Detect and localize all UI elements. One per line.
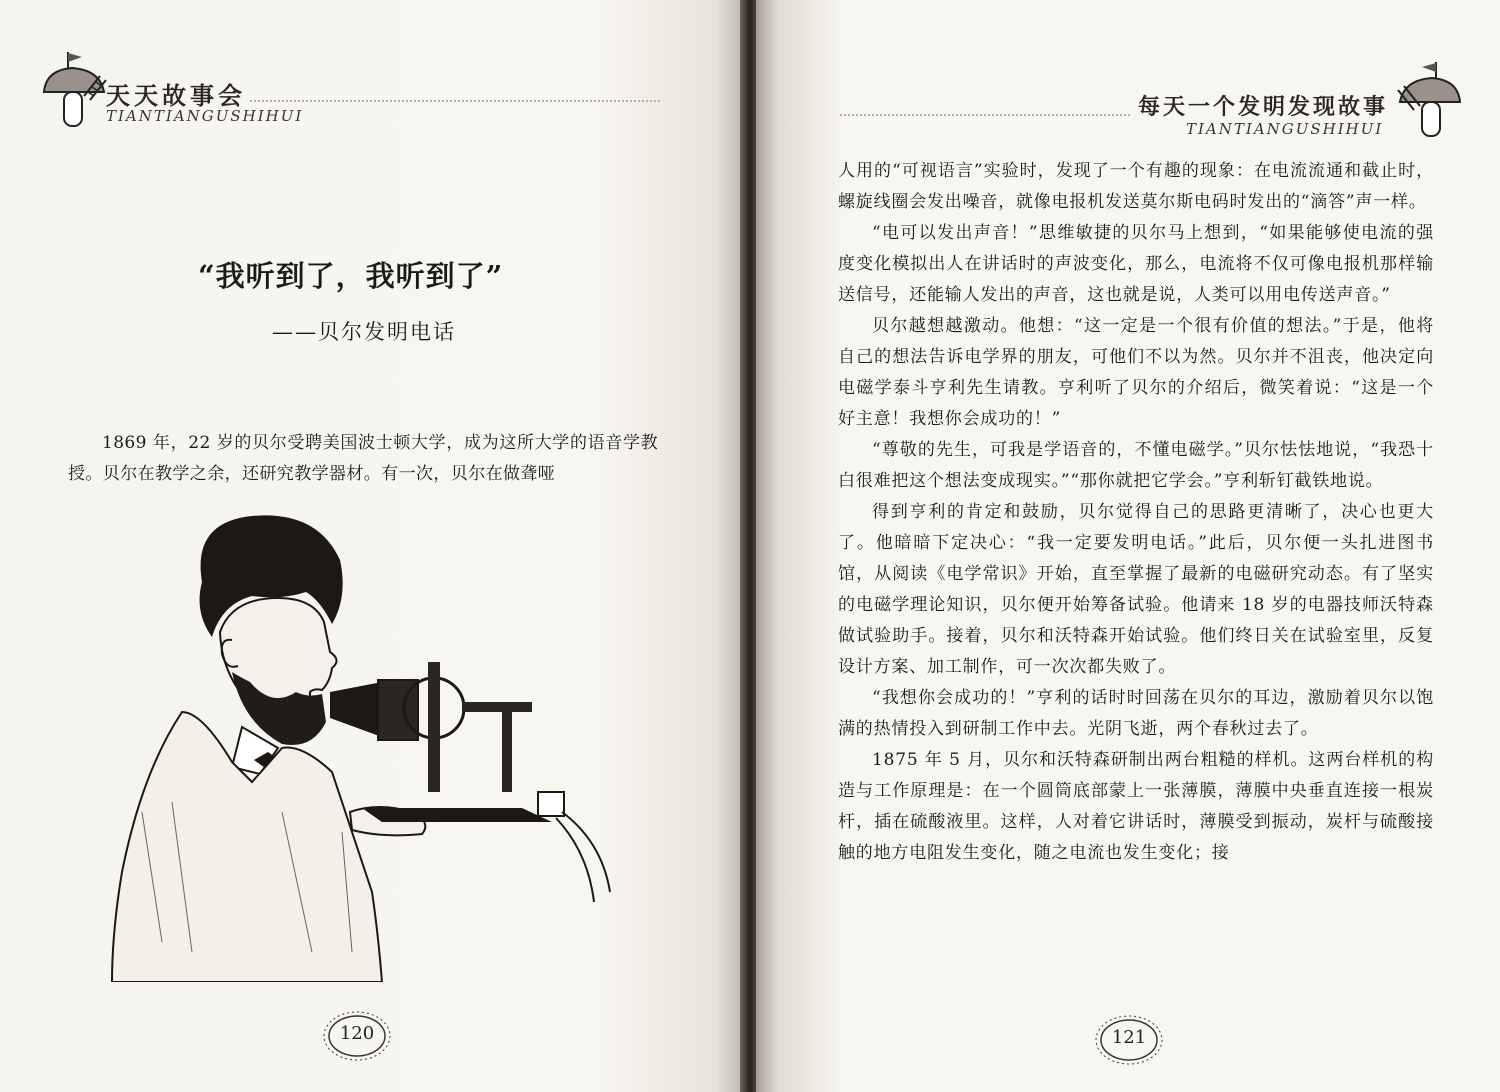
story-title: “我听到了，我听到了”	[198, 259, 504, 293]
header-title: 每天一个发明发现故事	[1138, 95, 1389, 120]
mushroom-flag-logo	[1396, 62, 1466, 142]
header-subtitle: TIANTIANGUSHIHUI	[106, 107, 304, 125]
story-subtitle: ——贝尔发明电话	[272, 320, 456, 344]
paragraph: “我想你会成功的！”亨利的话时时回荡在贝尔的耳边，激励着贝尔以饱满的热情投入到研制工作中去。光阴飞逝，两个春秋过去了。	[838, 688, 1434, 739]
paragraph: 人用的“可视语言”实验时，发现了一个有趣的现象：在电流流通和截止时，螺旋线圈会发出噪音，就像电报机发送莫尔斯电码时发出的“滴答”声一样。	[838, 161, 1434, 212]
bell-illustration	[82, 512, 622, 982]
page-number-badge	[320, 1010, 394, 1062]
header-subtitle: TIANTIANGUSHIHUI	[1186, 120, 1384, 138]
paragraph: 得到亨利的肯定和鼓励，贝尔觉得自己的思路更清晰了，决心也更大了。他暗暗下定决心：“我一定要发明电话。”此后，贝尔便一头扎进图书馆，从阅读《电学常识》开始，直至掌握了最新的电磁研究动态。有了坚实的电磁学理论知识，贝尔便开始筹备试验。他请来 18 岁的电器技师沃特森做试验助手。接着，贝尔和沃特森开始试验。他们终日关在试验室里，反复设计方案、加工制作，可一次次都失败了。	[838, 502, 1434, 677]
page-number: 120	[339, 1023, 375, 1044]
mushroom-flag-logo	[38, 52, 108, 132]
paragraph: 贝尔越想越激动。他想：“这一定是一个很有价值的想法。”于是，他将自己的想法告诉电学界的朋友，可他们不以为然。贝尔并不沮丧，他决定向电磁学泰斗亨利先生请教。亨利听了贝尔的介绍后，微笑着说：“这是一个好主意！我想你会成功的！”	[838, 316, 1434, 429]
page-number: 121	[1111, 1027, 1147, 1048]
header-title: 天天故事会	[106, 82, 246, 110]
header-dotted-rule	[250, 100, 660, 102]
right-page-body	[838, 156, 1434, 869]
header-dotted-rule	[840, 114, 1130, 116]
paragraph: 1875 年 5 月，贝尔和沃特森研制出两台粗糙的样机。这两台样机的构造与工作原理是：在一个圆筒底部蒙上一张薄膜，薄膜中央垂直连接一根炭杆，插在硫酸液里。这样，人对着它讲话时，薄膜受到振动，炭杆与硫酸接触的地方电阻发生变化，随之电流也发生变化；接	[838, 750, 1434, 863]
page-number-badge	[1092, 1014, 1166, 1066]
intro-paragraph	[68, 428, 658, 490]
left-page	[0, 0, 745, 1092]
paragraph: “电可以发出声音！”思维敏捷的贝尔马上想到，“如果能够使电流的强度变化模拟出人在讲话时的声波变化，那么，电流将不仅可像电报机那样输送信号，还能输人发出的声音，这也就是说，人类可以用电传送声音。”	[838, 223, 1434, 305]
paragraph: “尊敬的先生，可我是学语音的，不懂电磁学。”贝尔怯怯地说，“我恐十白很难把这个想法变成现实。”“那你就把它学会。”亨利斩钉截铁地说。	[838, 440, 1434, 491]
intro-text: 1869 年，22 岁的贝尔受聘美国波士顿大学，成为这所大学的语音学教授。贝尔在教学之余，还研究教学器材。有一次，贝尔在做聋哑	[68, 433, 658, 484]
